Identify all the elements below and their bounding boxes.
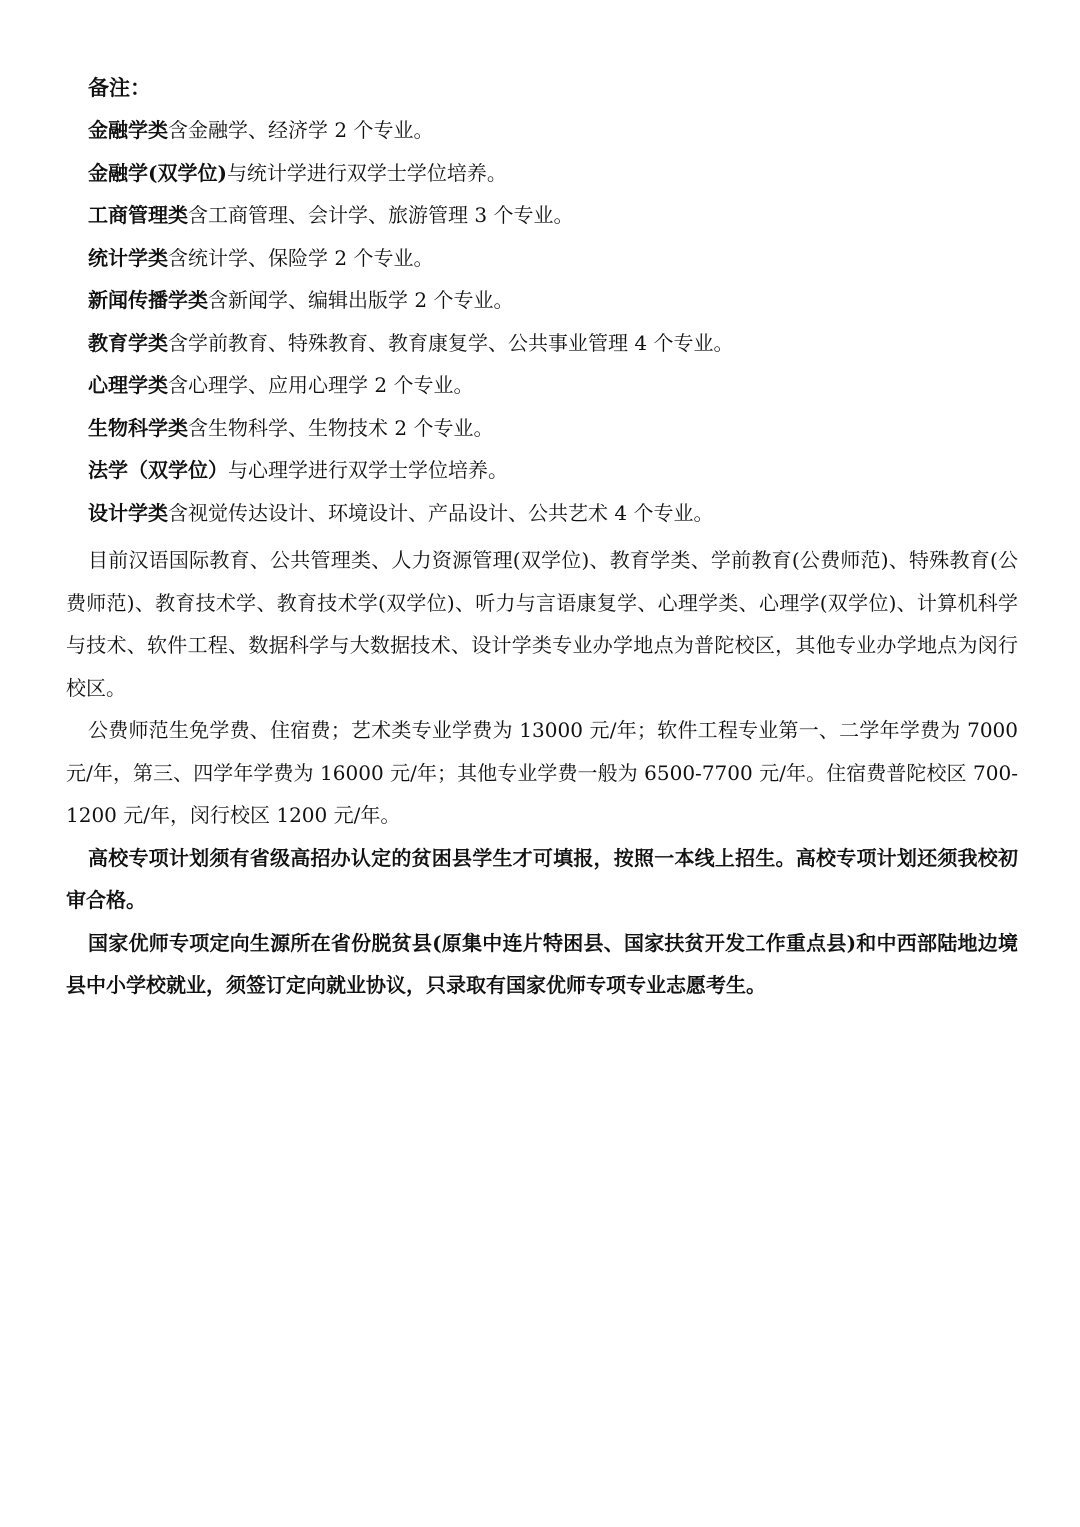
note-item <box>88 242 1018 274</box>
note-desc: 含金融学、经济学 2 个专业。 <box>168 118 434 142</box>
note-desc: 与心理学进行双学士学位培养。 <box>228 458 508 482</box>
notes-heading: 备注： <box>88 75 151 100</box>
note-term: 金融学(双学位) <box>88 160 227 185</box>
note-term: 心理学类 <box>88 373 168 397</box>
note-desc: 含生物科学、生物技术 2 个专业。 <box>188 415 494 440</box>
notes-list <box>66 114 1018 529</box>
note-desc: 含工商管理、会计学、旅游管理 3 个专业。 <box>188 203 574 227</box>
note-desc: 含统计学、保险学 2 个专业。 <box>168 245 434 270</box>
note-desc: 含心理学、应用心理学 2 个专业。 <box>168 373 474 397</box>
note-item <box>88 327 1018 359</box>
note-item <box>88 157 1018 189</box>
note-item <box>88 454 1018 486</box>
note-item <box>88 497 1018 529</box>
note-term: 金融学类 <box>88 118 168 142</box>
note-term: 统计学类 <box>88 245 168 270</box>
note-item <box>88 369 1018 401</box>
note-desc: 含视觉传达设计、环境设计、产品设计、公共艺术 4 个专业。 <box>168 500 714 525</box>
campus-location-paragraph: 目前汉语国际教育、公共管理类、人力资源管理(双学位)、教育学类、学前教育(公费师范)、特殊教育(公费师范)、教育技术学、教育技术学(双学位)、听力与言语康复学、心理学类、心理学(双学位)、计算机科学与技术、软件工程、数据科学与大数据技术、设计学类专业办学地点为普陀校区，其他专业办学地点为闵行校区。 <box>66 548 1018 700</box>
note-item <box>88 114 1018 146</box>
note-term: 工商管理类 <box>88 203 188 227</box>
note-term: 教育学类 <box>88 330 168 355</box>
teacher-program-paragraph: 国家优师专项定向生源所在省份脱贫县(原集中连片特困县、国家扶贫开发工作重点县)和中西部陆地边境县中小学校就业，须签订定向就业协议，只录取有国家优师专项专业志愿考生。 <box>66 930 1018 997</box>
note-desc: 含学前教育、特殊教育、教育康复学、公共事业管理 4 个专业。 <box>168 330 734 355</box>
paragraphs <box>66 539 1018 1007</box>
note-desc: 与统计学进行双学士学位培养。 <box>226 160 507 185</box>
note-term: 法学（双学位） <box>88 458 228 482</box>
note-desc: 含新闻学、编辑出版学 2 个专业。 <box>208 288 514 312</box>
tuition-paragraph: 公费师范生免学费、住宿费；艺术类专业学费为 13000 元/年；软件工程专业第一、二学年学费为 7000 元/年，第三、四学年学费为 16000 元/年；其他专业学费一般为 6500-7700 元/年。住宿费普陀校区 700-1200 元/年，闵行校区 1200 元/年。 <box>66 718 1018 827</box>
note-term: 设计学类 <box>88 500 168 525</box>
note-term: 新闻传播学类 <box>88 288 208 312</box>
note-item <box>88 199 1018 231</box>
note-item <box>88 412 1018 444</box>
note-term: 生物科学类 <box>88 415 188 440</box>
special-plan-paragraph: 高校专项计划须有省级高招办认定的贫困县学生才可填报，按照一本线上招生。高校专项计划还须我校初审合格。 <box>66 845 1018 912</box>
note-item <box>88 284 1018 316</box>
